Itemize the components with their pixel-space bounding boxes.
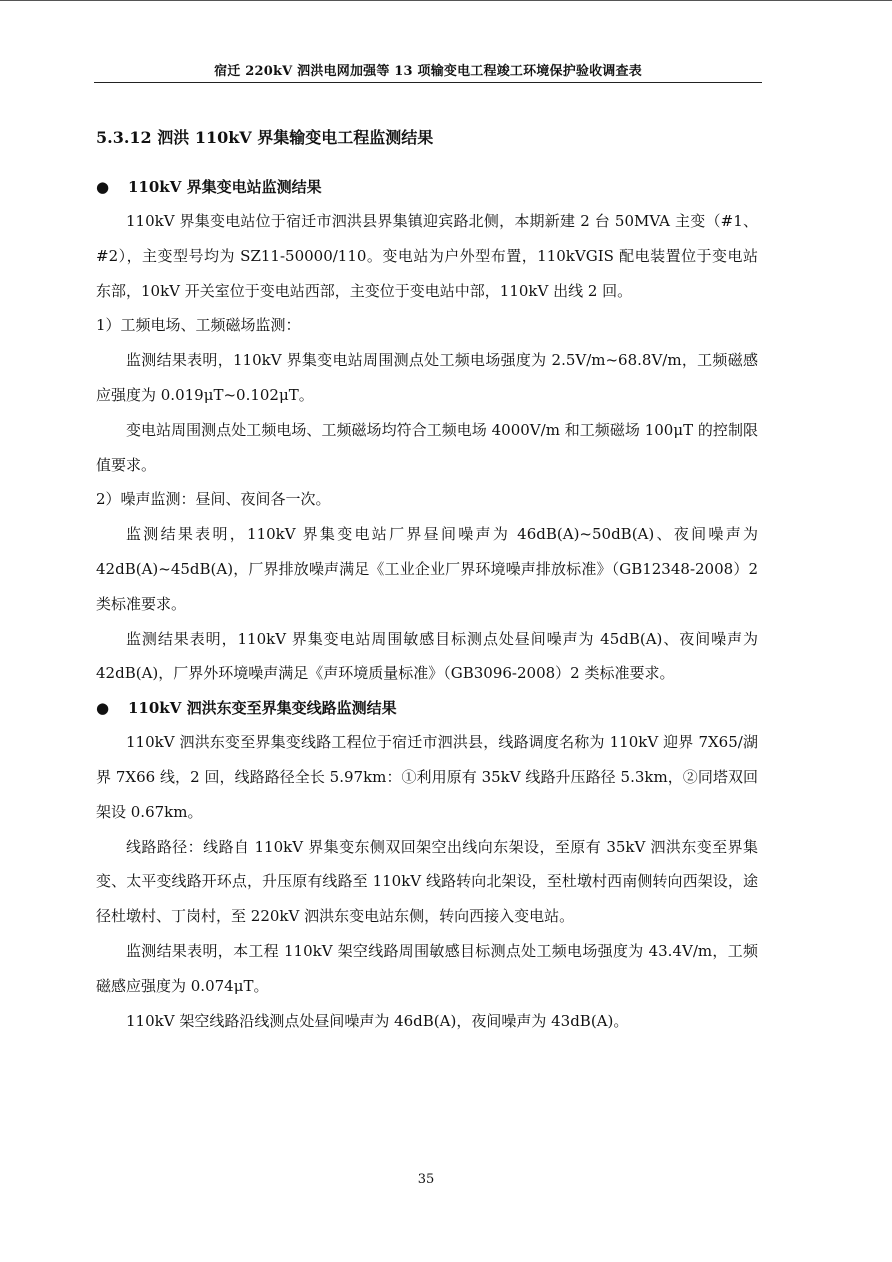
bullet-icon: ● [96, 178, 110, 196]
bullet-heading-substation [96, 170, 758, 204]
bullet-label: 110kV 泗洪东变至界集变线路监测结果 [128, 699, 397, 718]
page-body [96, 122, 758, 1038]
paragraph-emf-results: 监测结果表明，110kV 界集变电站周围测点处工频电场强度为 2.5V/m~68.8V/m，工频磁感应强度为 0.019μT~0.102μT。 [96, 351, 758, 404]
bullet-heading-line [96, 691, 758, 725]
paragraph-line-noise-results: 110kV 架空线路沿线测点处昼间噪声为 46dB(A)，夜间噪声为 43dB(A)。 [126, 1011, 629, 1030]
page-number: 35 [417, 1172, 435, 1187]
running-header: 宿迁 220kV 泗洪电网加强等 13 项输变电工程竣工环境保护验收调查表 [214, 64, 642, 79]
section-title: 5.3.12 泗洪 110kV 界集输变电工程监测结果 [96, 128, 434, 147]
subheading-emf-monitoring: 1）工频电场、工频磁场监测： [96, 316, 301, 335]
paragraph-sensitive-target-noise: 监测结果表明，110kV 界集变电站周围敏感目标测点处昼间噪声为 45dB(A)、夜间噪声为 42dB(A)，厂界外环境噪声满足《声环境质量标准》（GB3096-2008）2 类标准要求。 [96, 629, 758, 683]
paragraph-boundary-noise: 监测结果表明，110kV 界集变电站厂界昼间噪声为 46dB(A)~50dB(A)、夜间噪声为 42dB(A)~45dB(A)，厂界排放噪声满足《工业企业厂界环境噪声排放标准》（GB12348-2008）2 类标准要求。 [96, 525, 758, 613]
paragraph-emf-compliance: 变电站周围测点处工频电场、工频磁场均符合工频电场 4000V/m 和工频磁场 100μT 的控制限值要求。 [96, 420, 758, 474]
bullet-icon: ● [96, 699, 110, 718]
header-rule [94, 82, 762, 83]
top-border-rule [0, 0, 892, 1]
bullet-label: 110kV 界集变电站监测结果 [128, 178, 322, 196]
paragraph-line-route: 线路路径：线路自 110kV 界集变东侧双回架空出线向东架设，至原有 35kV 泗洪东变至界集变、太平变线路开环点，升压原有线路至 110kV 线路转向北架设，至杜墩村西南侧转向西架设，途径杜墩村、丁岗村，至 220kV 泗洪东变电站东侧，转向西接入变电站。 [96, 837, 758, 926]
paragraph-line-overview: 110kV 泗洪东变至界集变线路工程位于宿迁市泗洪县，线路调度名称为 110kV 迎界 7X65/湖界 7X66 线，2 回，线路路径全长 5.97km：①利用原有 35kV 线路升压路径 5.3km，②同塔双回架设 0.67km。 [96, 733, 758, 821]
paragraph-line-emf-results: 监测结果表明，本工程 110kV 架空线路周围敏感目标测点处工频电场强度为 43.4V/m，工频磁感应强度为 0.074μT。 [96, 941, 758, 995]
paragraph-substation-overview: 110kV 界集变电站位于宿迁市泗洪县界集镇迎宾路北侧，本期新建 2 台 50MVA 主变（#1、#2），主变型号均为 SZ11-50000/110。变电站为户外型布置，110kVGIS 配电装置位于变电站东部，10kV 开关室位于变电站西部，主变位于变电站中部，110kV 出线 2 回。 [96, 212, 758, 300]
subheading-noise-monitoring: 2）噪声监测：昼间、夜间各一次。 [96, 490, 331, 509]
